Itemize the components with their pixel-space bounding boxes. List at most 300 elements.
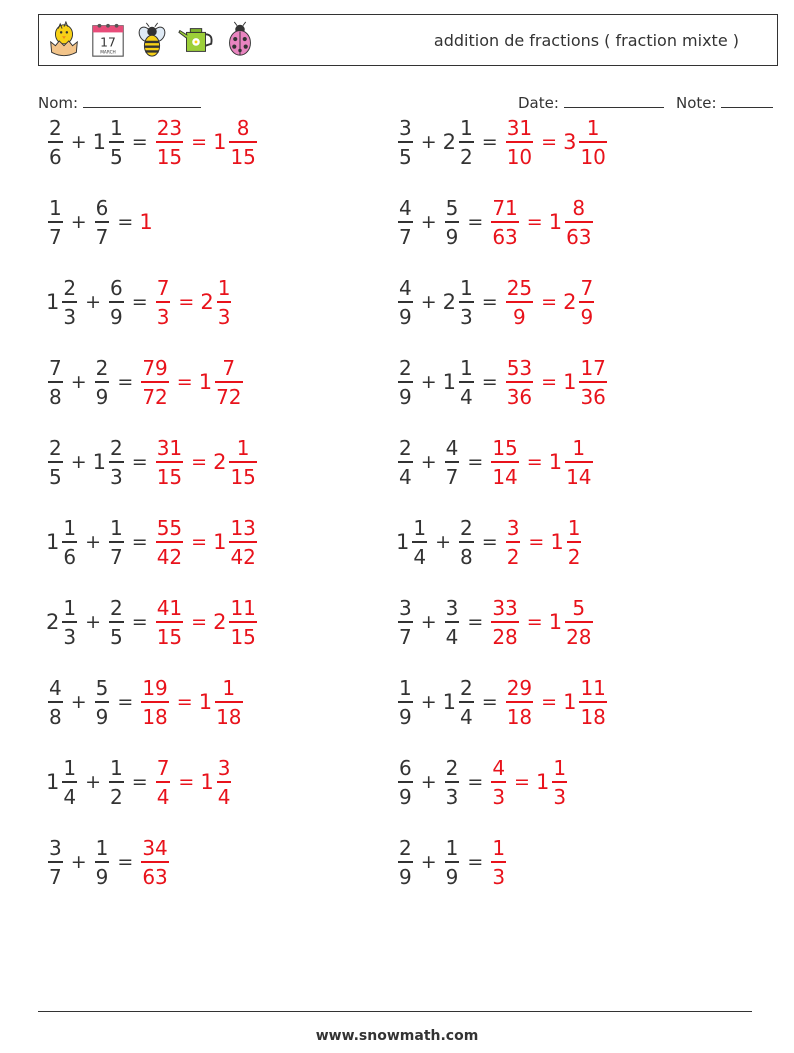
equals-sign: =: [117, 691, 134, 713]
plus-sign: +: [420, 691, 437, 713]
problem-item: [396, 430, 595, 494]
numerator: 5: [95, 675, 109, 700]
equals-sign: =: [467, 771, 484, 793]
fraction: [445, 835, 460, 889]
denominator: 2: [506, 544, 520, 569]
answer: [154, 115, 185, 169]
equals-sign: =: [117, 211, 134, 233]
equals-sign: =: [131, 611, 148, 633]
denominator: 7: [399, 224, 412, 249]
whole-number: 1: [535, 770, 550, 794]
denominator: 9: [399, 784, 412, 809]
numerator: 3: [506, 515, 520, 540]
equals-sign: =: [481, 291, 498, 313]
denominator: 9: [445, 224, 459, 249]
whole-number: 1: [550, 530, 564, 554]
plus-sign: +: [70, 211, 87, 233]
fraction: [445, 195, 460, 249]
addend-b: [92, 115, 126, 169]
numerator: 29: [506, 675, 533, 700]
numerator: 4: [399, 275, 412, 300]
denominator: 4: [445, 624, 459, 649]
addend-a: [46, 755, 79, 809]
answer: [548, 195, 595, 249]
denominator: 9: [399, 704, 412, 729]
whole-number: 2: [200, 290, 214, 314]
numerator: 4: [49, 675, 62, 700]
numerator: 5: [445, 195, 459, 220]
numerator: 2: [445, 755, 459, 780]
whole-number: 1: [548, 610, 563, 634]
equals-sign: =: [131, 451, 148, 473]
numerator: 79: [142, 355, 168, 380]
addend-b: [443, 835, 462, 889]
addend-a: [396, 275, 415, 329]
answer: [154, 755, 173, 809]
answer: [213, 435, 259, 489]
problem-item: [46, 670, 245, 734]
fraction: [95, 675, 110, 729]
fraction: [398, 835, 413, 889]
fraction: [109, 115, 124, 169]
equals-sign: =: [541, 371, 558, 393]
equals-sign: =: [481, 691, 498, 713]
fraction: [48, 355, 63, 409]
numerator: 6: [110, 275, 123, 300]
answer: [198, 355, 245, 409]
fraction: [217, 755, 232, 809]
addend-a: [396, 835, 415, 889]
fraction: [48, 195, 63, 249]
numerator: 55: [156, 515, 183, 540]
denominator: 3: [217, 304, 231, 329]
problem-item: [46, 830, 171, 894]
addend-b: [93, 355, 112, 409]
answer: [504, 675, 535, 729]
numerator: 2: [460, 515, 473, 540]
numerator: 1: [492, 835, 506, 860]
fraction: [459, 675, 474, 729]
denominator: 7: [49, 224, 62, 249]
equals-sign: =: [541, 131, 558, 153]
addend-a: [396, 595, 415, 649]
denominator: 7: [95, 224, 109, 249]
numerator: 7: [156, 755, 170, 780]
plus-sign: +: [435, 531, 452, 553]
denominator: 9: [445, 864, 459, 889]
fraction: [565, 435, 592, 489]
answer: [504, 275, 535, 329]
denominator: 4: [413, 544, 427, 569]
fraction: [459, 355, 474, 409]
equals-sign: =: [176, 371, 193, 393]
equals-sign: =: [117, 851, 134, 873]
whole-number: 2: [442, 290, 457, 314]
denominator: 8: [460, 544, 473, 569]
numerator: 34: [142, 835, 168, 860]
denominator: 18: [216, 704, 242, 729]
addend-b: [442, 355, 476, 409]
numerator: 1: [460, 115, 473, 140]
denominator: 4: [156, 784, 170, 809]
addend-b: [93, 835, 112, 889]
fraction: [398, 595, 413, 649]
denominator: 3: [156, 304, 170, 329]
equals-sign: =: [178, 771, 195, 793]
fraction: [491, 195, 518, 249]
answer: [535, 755, 569, 809]
numerator: 6: [95, 195, 109, 220]
numerator: 1: [236, 435, 250, 460]
fraction: [141, 835, 168, 889]
addend-a: [396, 195, 415, 249]
answer: [548, 595, 595, 649]
numerator: 8: [236, 115, 250, 140]
numerator: 1: [222, 675, 236, 700]
addend-b: [443, 755, 462, 809]
answer: [563, 355, 609, 409]
answer: [489, 755, 508, 809]
numerator: 41: [156, 595, 183, 620]
fraction: [229, 435, 256, 489]
equals-sign: =: [541, 691, 558, 713]
fraction: [48, 835, 63, 889]
denominator: 6: [63, 544, 77, 569]
addend-b: [442, 115, 476, 169]
numerator: 1: [413, 515, 427, 540]
numerator: 2: [49, 435, 62, 460]
whole-number: 1: [442, 690, 457, 714]
date-label: Date:: [518, 94, 559, 112]
denominator: 15: [156, 464, 183, 489]
equals-sign: =: [514, 771, 530, 793]
problem-item: [396, 830, 508, 894]
numerator: 4: [492, 755, 506, 780]
fraction: [109, 435, 124, 489]
answer: [200, 275, 233, 329]
denominator: 3: [553, 784, 567, 809]
footer-site: www.snowmath.com: [315, 1028, 479, 1044]
addend-a: [46, 595, 79, 649]
fraction: [229, 595, 256, 649]
fraction: [215, 675, 242, 729]
fraction: [491, 755, 506, 809]
svg-text:17: 17: [100, 35, 116, 50]
whole-number: 1: [46, 770, 60, 794]
fraction: [62, 275, 77, 329]
addend-b: [107, 515, 126, 569]
answer: [563, 115, 609, 169]
equals-sign: =: [526, 211, 543, 233]
denominator: 14: [492, 464, 518, 489]
problem-item: [46, 750, 233, 814]
denominator: 42: [156, 544, 183, 569]
answer: [489, 435, 520, 489]
fraction: [506, 675, 533, 729]
plus-sign: +: [420, 851, 437, 873]
numerator: 2: [49, 115, 62, 140]
denominator: 6: [49, 144, 62, 169]
equals-sign: =: [131, 531, 148, 553]
addend-a: [46, 355, 65, 409]
fraction: [156, 755, 171, 809]
addend-a: [396, 355, 415, 409]
addend-b: [93, 195, 112, 249]
answer: [154, 435, 185, 489]
denominator: 63: [142, 864, 168, 889]
addend-a: [46, 195, 65, 249]
denominator: 10: [506, 144, 533, 169]
denominator: 18: [506, 704, 533, 729]
addend-b: [93, 675, 112, 729]
whole-number: 2: [213, 450, 227, 474]
plus-sign: +: [85, 531, 102, 553]
fraction: [398, 755, 413, 809]
addend-b: [442, 275, 476, 329]
problem-item: [46, 190, 154, 254]
plus-sign: +: [420, 611, 437, 633]
numerator: 1: [217, 275, 231, 300]
numerator: 2: [399, 435, 412, 460]
answer: [504, 355, 535, 409]
denominator: 9: [110, 304, 123, 329]
plus-sign: +: [70, 451, 87, 473]
fraction: [217, 275, 232, 329]
addend-b: [442, 675, 476, 729]
whole-number: 1: [548, 450, 563, 474]
numerator: 23: [156, 115, 183, 140]
equals-sign: =: [526, 611, 543, 633]
numerator: 1: [110, 115, 123, 140]
fraction: [506, 115, 533, 169]
numerator: 1: [63, 595, 77, 620]
whole-number: 2: [563, 290, 577, 314]
denominator: 14: [566, 464, 592, 489]
equals-sign: =: [176, 691, 193, 713]
denominator: 3: [492, 784, 506, 809]
denominator: 18: [580, 704, 606, 729]
whole-number: 1: [200, 770, 214, 794]
addend-a: [396, 675, 415, 729]
numerator: 71: [492, 195, 518, 220]
plus-sign: +: [70, 131, 87, 153]
denominator: 5: [110, 624, 123, 649]
denominator: 9: [580, 304, 594, 329]
answer: [200, 755, 233, 809]
equals-sign: =: [117, 371, 134, 393]
numerator: 1: [63, 515, 77, 540]
denominator: 8: [49, 704, 62, 729]
answer: [213, 515, 259, 569]
numerator: 33: [492, 595, 518, 620]
denominator: 3: [110, 464, 123, 489]
equals-sign: =: [467, 211, 484, 233]
fraction: [48, 675, 63, 729]
plus-sign: +: [70, 371, 87, 393]
equals-sign: =: [481, 371, 498, 393]
fraction: [579, 355, 606, 409]
denominator: 4: [217, 784, 231, 809]
numerator: 1: [567, 515, 581, 540]
denominator: 10: [580, 144, 606, 169]
fraction: [141, 675, 168, 729]
denominator: 3: [492, 864, 506, 889]
addend-a: [396, 435, 415, 489]
problem-item: [46, 430, 259, 494]
problem-item: [396, 590, 595, 654]
equals-sign: =: [131, 771, 148, 793]
numerator: 5: [572, 595, 586, 620]
fraction: [398, 355, 413, 409]
answer: [154, 595, 185, 649]
fraction: [156, 515, 183, 569]
addend-a: [46, 835, 65, 889]
plus-sign: +: [85, 291, 102, 313]
addend-a: [46, 435, 65, 489]
fraction: [156, 115, 183, 169]
numerator: 1: [49, 195, 62, 220]
fraction: [579, 675, 606, 729]
fraction: [95, 355, 110, 409]
numerator: 1: [460, 275, 473, 300]
problem-item: [46, 510, 259, 574]
denominator: 2: [460, 144, 473, 169]
answer: [504, 115, 535, 169]
numerator: 1: [95, 835, 109, 860]
answer: [154, 515, 185, 569]
denominator: 72: [216, 384, 242, 409]
addend-b: [107, 595, 126, 649]
answer: [139, 675, 170, 729]
numerator: 2: [110, 595, 123, 620]
answer: [154, 275, 173, 329]
numerator: 1: [445, 835, 459, 860]
whole-number: 1: [92, 130, 107, 154]
numerator: 2: [63, 275, 77, 300]
whole-number: 1: [213, 530, 227, 554]
answer: [504, 515, 523, 569]
problem-item: [396, 270, 596, 334]
problem-item: [396, 110, 609, 174]
whole-number: 2: [213, 610, 227, 634]
denominator: 3: [63, 624, 77, 649]
denominator: 2: [567, 544, 581, 569]
addend-b: [107, 755, 126, 809]
addend-b: [92, 435, 126, 489]
whole-number: 1: [92, 450, 107, 474]
equals-sign: =: [131, 291, 148, 313]
numerator: 19: [142, 675, 168, 700]
numerator: 8: [572, 195, 586, 220]
denominator: 36: [580, 384, 606, 409]
fraction: [109, 755, 124, 809]
denominator: 8: [49, 384, 62, 409]
answer: [139, 355, 170, 409]
denominator: 63: [492, 224, 518, 249]
denominator: 15: [230, 144, 256, 169]
equals-sign: =: [541, 291, 558, 313]
numerator: 3: [445, 595, 459, 620]
fraction: [95, 835, 110, 889]
numerator: 1: [110, 755, 123, 780]
addend-b: [457, 515, 476, 569]
worksheet-title: addition de fractions ( fraction mixte ): [433, 31, 739, 50]
whole-number: 1: [198, 370, 213, 394]
grade-label: Note:: [676, 94, 717, 112]
plus-sign: +: [420, 131, 437, 153]
fraction: [459, 275, 474, 329]
plus-sign: +: [420, 291, 437, 313]
denominator: 3: [63, 304, 77, 329]
equals-sign: =: [481, 531, 498, 553]
fraction: [109, 275, 124, 329]
fraction: [412, 515, 427, 569]
fraction: [109, 515, 124, 569]
denominator: 15: [156, 624, 183, 649]
whole-number: 2: [46, 610, 60, 634]
fraction: [445, 435, 460, 489]
whole-number: 3: [563, 130, 577, 154]
fraction: [62, 755, 77, 809]
numerator: 3: [49, 835, 62, 860]
problem-item: [396, 190, 595, 254]
fraction: [398, 675, 413, 729]
numerator: 1: [553, 755, 567, 780]
numerator: 1: [572, 435, 586, 460]
whole-number: 2: [442, 130, 457, 154]
problem-item: [396, 350, 609, 414]
fraction: [565, 595, 592, 649]
denominator: 15: [230, 624, 256, 649]
denominator: 7: [399, 624, 412, 649]
denominator: 4: [460, 384, 473, 409]
whole-number: 1: [46, 530, 60, 554]
fraction: [156, 435, 183, 489]
fraction: [156, 595, 183, 649]
equals-sign: =: [467, 611, 484, 633]
denominator: 4: [399, 464, 412, 489]
fraction: [459, 515, 474, 569]
fraction: [491, 595, 518, 649]
fraction: [491, 835, 506, 889]
denominator: 28: [566, 624, 592, 649]
addend-b: [443, 595, 462, 649]
denominator: 9: [399, 384, 412, 409]
denominator: 15: [156, 144, 183, 169]
denominator: 9: [95, 864, 109, 889]
numerator: 1: [586, 115, 600, 140]
numerator: 7: [580, 275, 594, 300]
numerator: 4: [399, 195, 412, 220]
numerator: 6: [399, 755, 412, 780]
denominator: 15: [230, 464, 256, 489]
fraction: [445, 755, 460, 809]
fraction: [109, 595, 124, 649]
equals-sign: =: [481, 131, 498, 153]
numerator: 11: [230, 595, 256, 620]
whole-number: 1: [198, 690, 213, 714]
answer: [548, 435, 595, 489]
plus-sign: +: [70, 851, 87, 873]
addend-b: [107, 275, 126, 329]
fraction: [445, 595, 460, 649]
equals-sign: =: [178, 291, 195, 313]
plus-sign: +: [420, 371, 437, 393]
problem-item: [46, 110, 259, 174]
denominator: 3: [460, 304, 473, 329]
plus-sign: +: [420, 451, 437, 473]
fraction: [579, 115, 606, 169]
